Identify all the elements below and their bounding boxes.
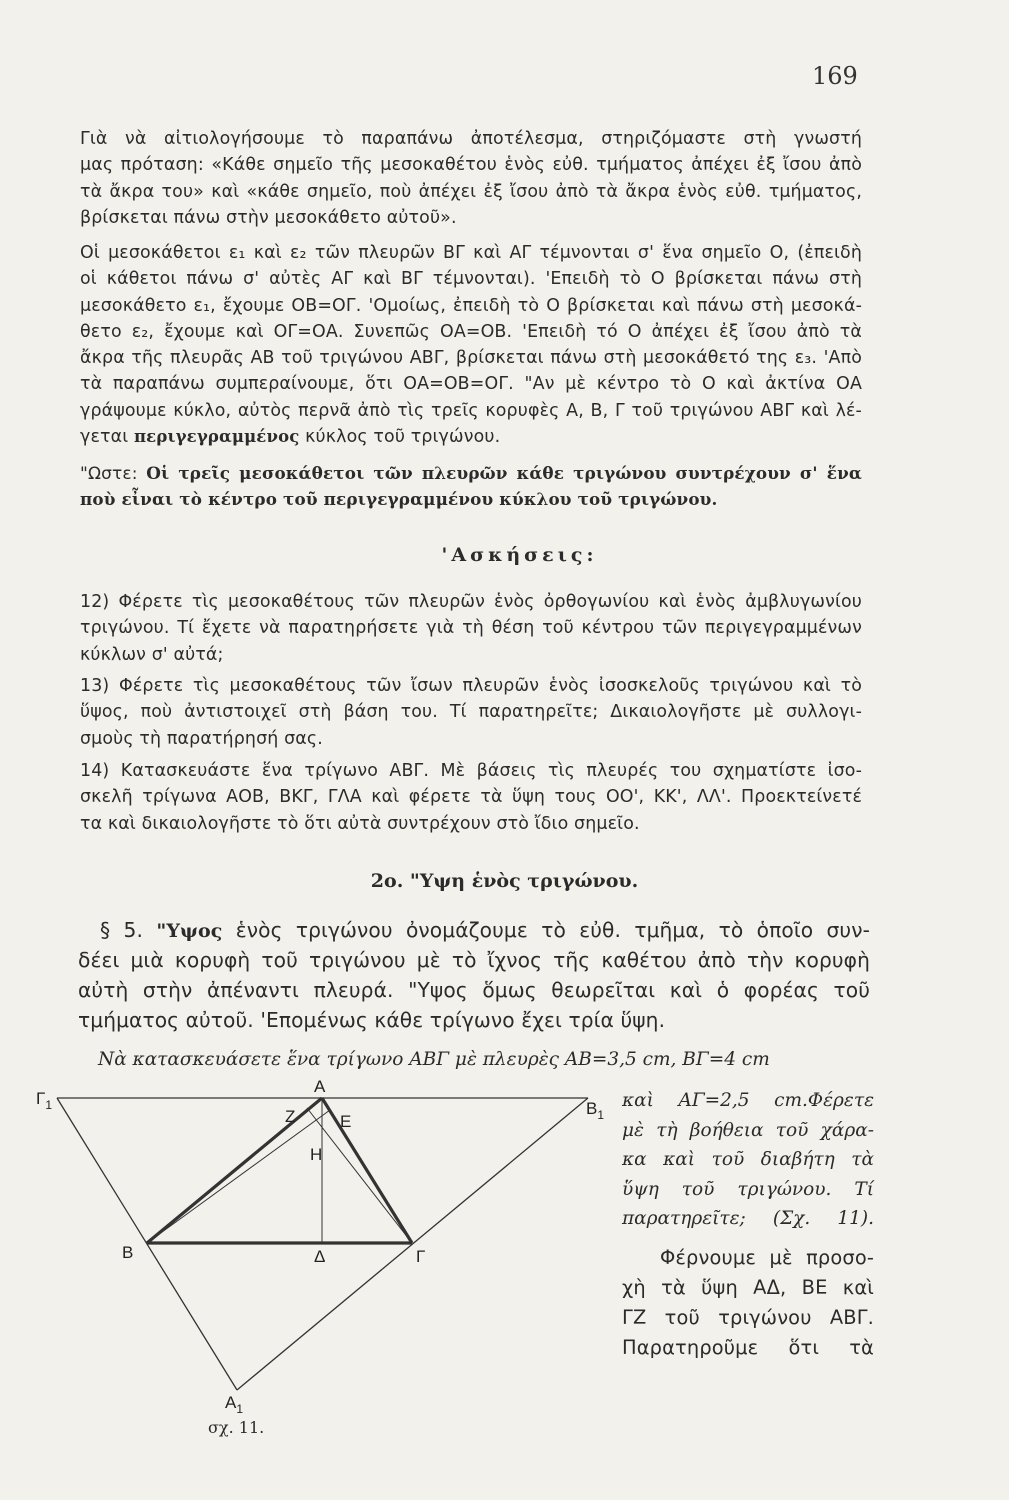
- text-line: Οἱ μεσοκάθετοι ε₁ καὶ ε₂ τῶν πλευρῶν ΒΓ καὶ ΑΓ τέμνονται σ' ἕνα σημεῖο Ο, (ἐπειδὴ: [80, 243, 862, 263]
- side-ag: [322, 1098, 412, 1243]
- vertex-label-g1: $\Gamma_1$: [36, 1089, 53, 1112]
- text-line: Φέρνουμε μὲ προσο-: [660, 1246, 874, 1269]
- text-line: γράψουμε κύκλο, αὐτὸς περνᾶ ἀπὸ τὶς τρεῖς κορυφὲς Α, Β, Γ τοῦ τριγώνου ΑΒΓ καὶ λέ-: [80, 400, 862, 421]
- text-line: τμήματος αὐτοῦ. 'Επομένως κάθε τρίγωνο ἔχει τρία ὕψη.: [78, 1008, 666, 1032]
- text-line: ὕψη τοῦ τριγώνου. Τί: [622, 1178, 874, 1200]
- text-line: Νὰ κατασκευάσετε ἕνα τρίγωνο ΑΒΓ μὲ πλευρὲς ΑΒ=3,5 cm, ΒΓ=4 cm: [98, 1049, 770, 1070]
- text-fragment: γεται: [80, 427, 134, 448]
- vertex-subscript: 1: [597, 1108, 605, 1122]
- text-line: βρίσκεται πάνω στὴν μεσοκάθετο αὐτοῦ».: [80, 207, 457, 228]
- text-line: μας πρόταση: «Κάθε σημεῖο τῆς μεσοκαθέτου ἑνὸς εὐθ. τμήματος ἀπέχει ἐξ ἴσου ἀπὸ: [80, 155, 862, 176]
- text-line: ἄκρα τῆς πλευρᾶς ΑΒ τοῦ τριγώνου ΑΒΓ, βρίσκεται πάνω στὴ μεσοκάθετό της ε₃. 'Απὸ: [80, 348, 862, 369]
- vertex-label-a: Α: [314, 1077, 326, 1096]
- text-line: κα καὶ τοῦ διαβήτη τὰ: [622, 1149, 874, 1170]
- vertex-label-g: Γ: [416, 1247, 426, 1266]
- text-line: αὐτὴ στὴν ἀπέναντι πλευρά. "Υψος ὅμως θεωρεῖται καὶ ὁ φορέας τοῦ: [78, 978, 870, 1002]
- text-line: 14) Κατασκευάστε ἕνα τρίγωνο ΑΒΓ. Μὲ βάσεις τὶς πλευρές του σχηματίστε ἰσο-: [80, 761, 862, 781]
- text-line: ΓΖ τοῦ τριγώνου ΑΒΓ.: [622, 1306, 874, 1329]
- text-line: μὲ τὴ βοήθεια τοῦ χάρα-: [622, 1119, 874, 1141]
- altitude-be: [147, 1110, 330, 1243]
- side-ab: [147, 1098, 322, 1243]
- vertex-label-b: Β: [122, 1243, 134, 1262]
- conclusion-bold: Οἱ τρεῖς μεσοκάθετοι τῶν πλευρῶν κάθε τριγώνου συντρέχουν σ' ἕνα: [146, 463, 862, 483]
- exercises-heading: 'Ασκήσεις:: [441, 544, 598, 566]
- text-fragment: ἑνὸς τριγώνου ὀνομάζουμε τὸ εὐθ. τμῆμα, τὸ ὁποῖο συν-: [222, 918, 870, 942]
- text-line: τὰ παραπάνω συμπεραίνουμε, ὅτι ΟΑ=ΟΒ=ΟΓ. "Αν μὲ κέντρο τὸ Ο καὶ ἀκτίνα ΟΑ: [80, 374, 862, 395]
- text-line: σκελῆ τρίγωνα ΑΟΒ, ΒΚΓ, ΓΛΑ καὶ φέρετε τὰ ὕψη τους ΟΟ', ΚΚ', ΛΛ'. Προεκτείνετέ: [80, 787, 862, 808]
- vertex-label-e: Ε: [340, 1112, 352, 1131]
- vertex-label-h: Η: [310, 1145, 323, 1164]
- text-line: σμοὺς τὴ παρατήρησή σας.: [80, 728, 323, 749]
- text-line: καὶ ΑΓ=2,5 cm.Φέρετε: [622, 1090, 874, 1111]
- vertex-subscript: 1: [45, 1098, 53, 1112]
- term-circumscribed: περιγεγραμμένος: [133, 427, 300, 447]
- section-heading: 2ο. "Υψη ἑνὸς τριγώνου.: [370, 870, 639, 892]
- text-line: οἱ κάθετοι πάνω σ' αὐτὲς ΑΓ καὶ ΒΓ τέμνονται). 'Επειδὴ τὸ Ο βρίσκεται πάνω στὴ: [80, 269, 862, 290]
- text-line: Γιὰ νὰ αἰτιολογήσουμε τὸ παραπάνω ἀποτέλεσμα, στηριζόμαστε στὴ γνωστή: [80, 129, 862, 149]
- vertex-label-b1: $B_1$: [586, 1099, 605, 1122]
- conclusion-line: ποὺ εἶναι τὸ κέντρο τοῦ περιγεγραμμένου κύκλου τοῦ τριγώνου.: [80, 489, 718, 509]
- text-line: 13) Φέρετε τὶς μεσοκαθέτους τῶν ἴσων πλευρῶν ἑνὸς ἰσοσκελοῦς τριγώνου καὶ τὸ: [80, 676, 862, 696]
- figure-caption: σχ. 11.: [208, 1418, 265, 1437]
- vertex-label-d: Δ: [314, 1247, 326, 1266]
- text-line: θετο ε₂, ἔχουμε καὶ ΟΓ=ΟΑ. Συνεπῶς ΟΑ=ΟΒ. 'Επειδὴ τό Ο ἀπέχει ἐξ ἴσου ἀπὸ τὰ: [80, 321, 862, 342]
- vertex-label-z: Ζ: [285, 1107, 296, 1126]
- section-symbol: § 5.: [100, 918, 157, 942]
- text-line: χὴ τὰ ὕψη ΑΔ, ΒΕ καὶ: [622, 1276, 874, 1299]
- text-line: Παρατηροῦμε ὅτι τὰ: [622, 1336, 874, 1359]
- page-number: 169: [812, 62, 858, 90]
- text-line: μεσοκάθετο ε₁, ἔχουμε ΟΒ=ΟΓ. 'Ομοίως, ἐπειδὴ τὸ Ο βρίσκεται καὶ πάνω στὴ μεσοκά-: [80, 295, 862, 316]
- text-line: δέει μιὰ κορυφὴ τοῦ τριγώνου μὲ τὸ ἴχνος τῆς καθέτου ἀπὸ τὴν κορυφὴ: [78, 948, 870, 972]
- term-altitude: "Υψος: [156, 920, 223, 942]
- vertex-subscript: 1: [236, 1402, 244, 1416]
- text-line: κύκλων σ' αὐτά;: [80, 644, 224, 665]
- text-line: ὕψος, ποὺ ἀντιστοιχεῖ στὴ βάση του. Τί παρατηρεῖτε; Δικαιολογῆστε μὲ συλλογι-: [80, 702, 862, 723]
- conclusion-lead: "Ωστε:: [80, 464, 147, 484]
- text-line: τριγώνου. Τί ἔχετε νὰ παρατηρήσετε γιὰ τὴ θέση τοῦ κέντρου τῶν περιγεγραμμένων: [80, 618, 862, 639]
- text-line: τα καὶ δικαιολογῆστε τὸ ὅτι αὐτὰ συντρέχουν στὸ ἴδιο σημεῖο.: [80, 813, 640, 834]
- text-fragment: κύκλος τοῦ τριγώνου.: [299, 427, 501, 448]
- vertex-label-a1: $A_1$: [225, 1393, 244, 1416]
- text-line: 12) Φέρετε τὶς μεσοκαθέτους τῶν πλευρῶν ἑνὸς ὀρθογωνίου καὶ ἑνὸς ἀμβλυγωνίου: [80, 592, 862, 612]
- text-line: τὰ ἄκρα του» καὶ «κάθε σημεῖο, ποὺ ἀπέχει ἐξ ἴσου ἀπὸ τὰ ἄκρα ἑνὸς εὐθ. τμήματος,: [80, 181, 862, 202]
- altitude-gz: [307, 1108, 412, 1243]
- text-line: παρατηρεῖτε; (Σχ. 11).: [622, 1208, 874, 1229]
